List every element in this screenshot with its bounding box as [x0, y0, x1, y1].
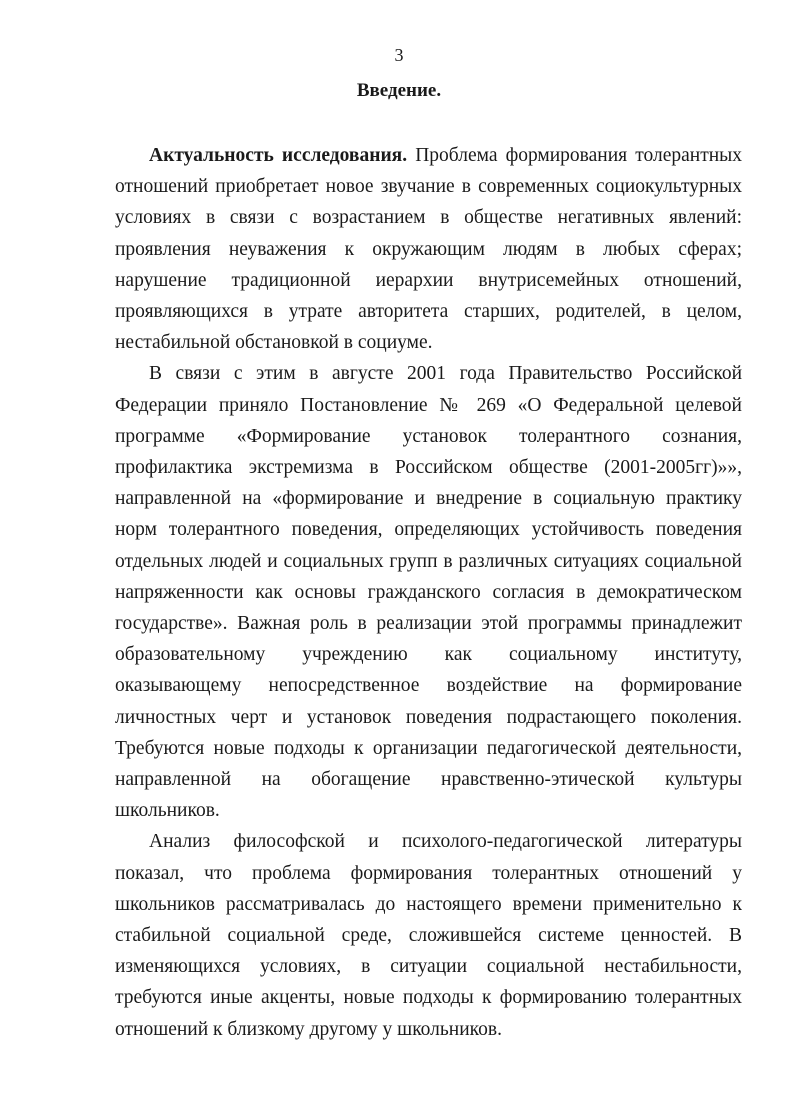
paragraph-relevance [115, 140, 742, 358]
page-number: 3 [394, 45, 404, 65]
paragraph-literature-analysis: Анализ философской и психолого-педагогической литературы показал, что проблема формирования толерантных отношений у школьников рассматривалась до настоящего времени применительно к стабильной социальной среде, сложившейся системе ценностей. В изменяющихся условиях, в ситуации социальной нестабильности, требуются иные акценты, новые подходы к формированию толерантных отношений к близкому другому у школьников. [115, 831, 742, 1040]
paragraph-text: Проблема формирования толерантных отношений приобретает новое звучание в современных социокультурных условиях в связи с возрастанием в обществе негативных явлений: проявления неуважения к окружающим людям в любых сферах; нарушение традиционной иерархии внутрисемейных отношений, проявляющихся в утрате авторитета старших, родителей, в целом, нестабильной обстановкой в социуме. [115, 145, 743, 354]
section-heading: Введение. [356, 80, 442, 101]
body-text [115, 140, 742, 1045]
paragraph-lead: Актуальность исследования. [149, 145, 408, 166]
paragraph-government-program: В связи с этим в августе 2001 года Правительство Российской Федерации приняло Постановление № 269 «О Федеральной целевой программе «Формирование установок толерантного сознания, профилактика экстремизма в Российском обществе (2001-2005гг)»», направленной на «формирование и внедрение в социальную практику норм толерантного поведения, определяющих устойчивость поведения отдельных людей и социальных групп в различных ситуациях социальной напряженности как основы гражданского согласия в демократическом государстве». Важная роль в реализации этой программы принадлежит образовательному учреждению как социальному институту, оказывающему непосредственное воздействие на формирование личностных черт и установок поведения подрастающего поколения. Требуются новые подходы к организации педагогической деятельности, направленной на обогащение нравственно-этической культуры школьников. [115, 363, 742, 822]
